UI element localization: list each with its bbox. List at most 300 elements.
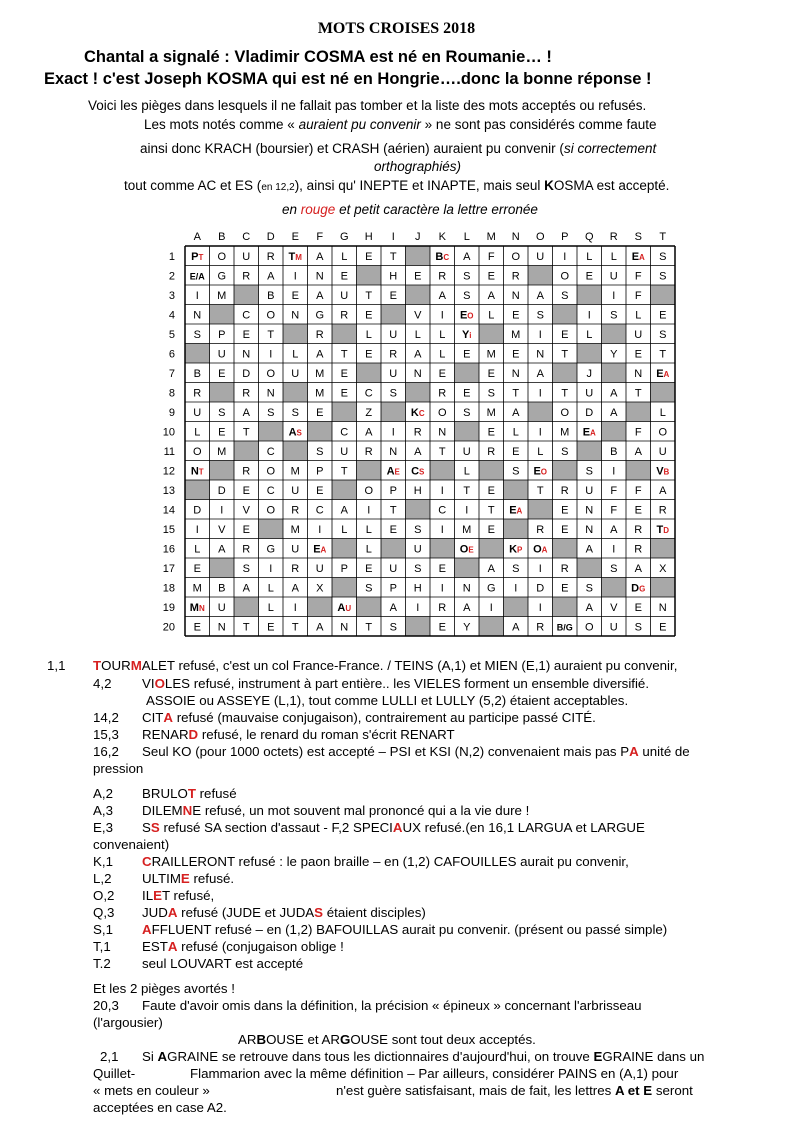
grid-cell: KP <box>509 543 523 556</box>
black-cell <box>430 461 455 481</box>
grid-cell: A <box>659 484 667 497</box>
note-20-3: Faute d'avoir omis dans la définition, la précision « épineux » concernant l'arbrisseau <box>142 998 642 1013</box>
grid-cell: A <box>316 289 324 302</box>
grid-cell: E <box>438 562 446 575</box>
note-ref-k-1: K,1 <box>93 854 113 869</box>
grid-cell: I <box>538 328 542 341</box>
black-cell <box>504 597 529 617</box>
intro-line-5-e: OSMA est accepté. <box>553 178 670 193</box>
grid-cell: EA <box>509 504 523 517</box>
note-ref-a-2: A,2 <box>93 786 113 801</box>
grid-cell: A <box>365 426 373 439</box>
black-cell <box>577 558 602 578</box>
note-ref-16-2: 16,2 <box>93 744 119 759</box>
grid-cell: A <box>389 601 397 614</box>
grid-cell: U <box>389 562 398 575</box>
grid-cell: S <box>316 445 324 458</box>
grid-cell: E <box>242 484 250 497</box>
intro-line-4: orthographiés) <box>374 159 462 174</box>
grid-cell: E <box>463 387 471 400</box>
black-cell <box>602 363 627 383</box>
grid-cell: C <box>438 504 447 517</box>
grid-cell: S <box>610 562 618 575</box>
grid-cell: S <box>561 445 569 458</box>
grid-cell: O <box>437 406 447 419</box>
grid-cell: F <box>487 250 495 263</box>
grid-cell: O <box>560 406 570 419</box>
grid-cell: E <box>389 289 397 302</box>
note-15-3: RENARD refusé, le renard du roman s'écrit RENART <box>142 727 455 742</box>
grid-cell: R <box>511 270 520 283</box>
grid-cell: L <box>292 348 299 361</box>
grid-cell: S <box>463 270 471 283</box>
col-header: K <box>438 231 446 243</box>
grid-cell: N <box>511 289 520 302</box>
black-cell <box>455 558 480 578</box>
black-cell <box>234 597 259 617</box>
grid-cell: I <box>538 562 542 575</box>
grid-cell: T <box>536 484 544 497</box>
col-header: D <box>266 231 275 243</box>
note-2-1: Si AGRAINE se retrouve dans tous les dictionnaires d'aujourd'hui, on trouve EGRAINE dans un <box>142 1049 705 1064</box>
grid-cell: L <box>414 328 421 341</box>
grid-cell: L <box>194 543 201 556</box>
black-cell <box>357 363 382 383</box>
grid-cell: E <box>365 562 373 575</box>
grid-cell: N <box>340 621 349 634</box>
grid-cell: S <box>659 250 667 263</box>
grid-cell: E <box>634 601 642 614</box>
grid-cell: S <box>659 328 667 341</box>
grid-cell: U <box>291 367 300 380</box>
grid-cell: D <box>193 504 202 517</box>
grid-cell: I <box>416 601 420 614</box>
grid-cell: E <box>438 367 446 380</box>
note-ref-14-2: 14,2 <box>93 710 119 725</box>
black-cell <box>259 519 284 539</box>
grid-cell: E <box>291 289 299 302</box>
grid-cell: S <box>512 465 520 478</box>
grid-cell: Yi <box>461 328 472 341</box>
intro-line-6-b: rouge <box>300 202 336 217</box>
col-header: T <box>659 231 667 243</box>
grid-cell: U <box>634 328 643 341</box>
grid-cell: A <box>634 445 642 458</box>
black-cell <box>332 539 357 559</box>
grid-cell: PT <box>191 250 204 263</box>
grid-cell: N <box>217 621 226 634</box>
grid-cell: O <box>266 465 276 478</box>
grid-cell: N <box>511 367 520 380</box>
black-cell <box>357 461 382 481</box>
grid-cell: H <box>389 270 398 283</box>
grid-cell: EO <box>533 465 548 478</box>
grid-cell: E <box>340 387 348 400</box>
grid-cell: B/G <box>556 622 573 633</box>
grid-cell: T <box>463 484 471 497</box>
grid-cell: KC <box>410 406 425 419</box>
grid-cell: E <box>193 621 201 634</box>
grid-cell: NT <box>190 465 204 478</box>
grid-cell: E <box>561 523 569 536</box>
grid-cell: P <box>316 465 324 478</box>
note-2-1-line3-b: n'est guère satisfaisant, mais de fait, les lettres A et E seront <box>336 1083 693 1098</box>
grid-cell: H <box>413 582 422 595</box>
intro-line-2-b: auraient pu convenir <box>298 117 421 132</box>
grid-cell: T <box>389 250 397 263</box>
grid-cell: L <box>365 523 372 536</box>
grid-cell: G <box>217 270 227 283</box>
note-ref-20-3: 20,3 <box>93 998 119 1013</box>
grid-cell: T <box>512 387 520 400</box>
row-header: 12 <box>162 465 175 478</box>
grid-cell: S <box>512 562 520 575</box>
grid-cell: I <box>318 523 322 536</box>
intro-line-3-a: ainsi donc KRACH (boursier) et CRASH (aérien) auraient pu convenir ( <box>140 141 564 156</box>
grid-cell: I <box>538 387 542 400</box>
grid-cell: A <box>610 406 618 419</box>
note-2-1-line2-a: Quillet- <box>93 1066 136 1081</box>
grid-cell: G <box>315 309 325 322</box>
grid-cell: Y <box>610 348 618 361</box>
grid-cell: E <box>242 328 250 341</box>
grid-cell: T <box>561 387 569 400</box>
grid-cell: F <box>610 504 618 517</box>
grid-cell: EA <box>313 543 327 556</box>
grid-cell: I <box>440 484 444 497</box>
col-header: C <box>242 231 251 243</box>
row-header: 4 <box>168 309 175 322</box>
grid-cell: I <box>440 523 444 536</box>
intro-line-5-d: K <box>544 178 554 193</box>
note-4-2: VIOLES refusé, instrument à part entière.. les VIELES forment un ensemble diversifié. <box>142 676 650 691</box>
black-cell <box>528 402 553 422</box>
black-cell <box>455 422 480 442</box>
black-cell <box>332 324 357 344</box>
grid-cell: I <box>440 582 444 595</box>
grid-cell: L <box>659 406 666 419</box>
grid-cell: A <box>512 621 520 634</box>
black-cell <box>234 441 259 461</box>
grid-cell: R <box>291 504 300 517</box>
grid-cell: E <box>365 348 373 361</box>
black-cell <box>455 363 480 383</box>
grid-cell: J <box>586 367 592 380</box>
black-cell <box>577 344 602 364</box>
grid-cell: E <box>512 309 520 322</box>
note-s-1: AFFLUENT refusé – en (1,2) BAFOUILLAS aurait pu convenir. (présent ou passé simple) <box>142 922 668 937</box>
col-header: P <box>561 231 569 243</box>
grid-cell: B <box>193 367 201 380</box>
grid-cell: T <box>389 504 397 517</box>
grid-cell: I <box>587 309 591 322</box>
grid-cell: AE <box>386 465 400 478</box>
grid-cell: I <box>195 523 199 536</box>
intro-line-6-a: en <box>282 202 301 217</box>
grid-cell: E <box>316 484 324 497</box>
grid-cell: E <box>438 621 446 634</box>
grid-cell: E <box>316 406 324 419</box>
note-e-3: SS refusé SA section d'assaut - F,2 SPECIAUX refusé.(en 16,1 LARGUA et LARGUE <box>142 820 645 835</box>
grid-cell: U <box>658 445 667 458</box>
black-cell <box>259 422 284 442</box>
grid-cell: T <box>242 426 250 439</box>
grid-cell: E <box>218 367 226 380</box>
grid-cell: AS <box>288 426 302 439</box>
black-cell <box>504 480 529 500</box>
black-cell <box>308 597 333 617</box>
grid-cell: A <box>585 601 593 614</box>
grid-cell: E <box>389 523 397 536</box>
grid-cell: U <box>217 348 226 361</box>
grid-cell: N <box>413 367 422 380</box>
grid-cell: E <box>561 582 569 595</box>
grid-cell: T <box>340 465 348 478</box>
grid-cell: T <box>561 348 569 361</box>
grid-cell: A <box>267 270 275 283</box>
note-e-3-cont: convenaient) <box>93 837 170 852</box>
grid-cell: X <box>659 562 667 575</box>
grid-cell: A <box>242 406 250 419</box>
black-cell <box>626 402 651 422</box>
grid-cell: F <box>634 270 642 283</box>
black-cell <box>381 402 406 422</box>
grid-cell: D <box>242 367 251 380</box>
grid-cell: N <box>193 309 202 322</box>
grid-cell: S <box>389 621 397 634</box>
grid-cell: R <box>634 543 643 556</box>
grid-cell: A <box>414 445 422 458</box>
grid-cell: P <box>389 582 397 595</box>
grid-cell: S <box>487 387 495 400</box>
black-cell <box>602 324 627 344</box>
row-header: 3 <box>168 289 175 302</box>
grid-cell: O <box>511 250 521 263</box>
grid-cell: N <box>536 348 545 361</box>
col-header: A <box>193 231 201 243</box>
row-header: 20 <box>162 621 175 634</box>
col-header: G <box>339 231 349 243</box>
grid-cell: S <box>463 289 471 302</box>
grid-cell: R <box>560 484 569 497</box>
black-cell <box>553 597 578 617</box>
grid-cell: I <box>465 504 469 517</box>
note-4-2-cont: ASSOIE ou ASSEYE (L,1), tout comme LULLI et LULLY (5,2) étaient acceptables. <box>146 693 629 708</box>
row-header: 19 <box>162 601 175 614</box>
note-16-2-cont: pression <box>93 761 144 776</box>
row-header: 16 <box>162 543 175 556</box>
grid-cell: A <box>414 348 422 361</box>
grid-cell: A <box>316 250 324 263</box>
grid-cell: O <box>266 309 276 322</box>
note-20-3-accepted: ARBOUSE et ARGOUSE sont tout deux acceptés. <box>238 1032 536 1047</box>
grid-cell: U <box>193 406 202 419</box>
grid-cell: V <box>242 504 250 517</box>
grid-cell: A <box>634 562 642 575</box>
note-20-3-cont: (l'argousier) <box>93 1015 163 1030</box>
grid-cell: O <box>560 270 570 283</box>
grid-cell: EA <box>582 426 596 439</box>
grid-cell: E <box>218 426 226 439</box>
intro-line-6-c: et petit caractère la lettre erronée <box>335 202 538 217</box>
black-cell <box>479 617 504 637</box>
grid-cell: H <box>413 484 422 497</box>
grid-cell: O <box>658 426 668 439</box>
black-cell <box>651 383 676 403</box>
grid-cell: EO <box>459 309 474 322</box>
note-ref-l-2: L,2 <box>93 871 112 886</box>
black-cell <box>332 578 357 598</box>
grid-cell: U <box>340 289 349 302</box>
note-ref-o-2: O,2 <box>93 888 115 903</box>
grid-cell: L <box>537 445 544 458</box>
grid-cell: R <box>658 504 667 517</box>
col-header: L <box>463 231 470 243</box>
grid-cell: T <box>291 621 299 634</box>
grid-cell: T <box>365 289 373 302</box>
grid-cell: U <box>291 543 300 556</box>
row-header: 1 <box>168 250 175 263</box>
grid-cell: O <box>266 504 276 517</box>
row-header: 14 <box>162 504 175 517</box>
grid-cell: L <box>267 601 274 614</box>
grid-cell: R <box>536 523 545 536</box>
black-cell <box>479 324 504 344</box>
black-cell <box>406 500 431 520</box>
grid-cell: I <box>612 289 616 302</box>
grid-cell: EA <box>656 367 670 380</box>
grid-cell: A <box>438 289 446 302</box>
note-14-2: CITA refusé (mauvaise conjugaison), contrairement au participe passé CITÉ. <box>142 710 596 725</box>
grid-cell: I <box>367 504 371 517</box>
black-cell <box>553 305 578 325</box>
note-a-3: DILEMNE refusé, un mot souvent mal prononcé qui a la vie dure ! <box>142 803 530 818</box>
note-ref-s-1: S,1 <box>93 922 113 937</box>
black-cell <box>357 266 382 286</box>
note-16-2: Seul KO (pour 1000 octets) est accepté – PSI et KSI (N,2) convenaient mais pas PA unité de <box>142 744 690 759</box>
grid-cell: L <box>365 328 372 341</box>
row-header: 7 <box>168 367 175 380</box>
grid-cell: S <box>389 387 397 400</box>
grid-cell: E <box>340 367 348 380</box>
grid-cell: TM <box>288 250 302 263</box>
row-header: 17 <box>162 562 175 575</box>
black-cell <box>234 285 259 305</box>
grid-cell: I <box>489 601 493 614</box>
note-ref-e-3: E,3 <box>93 820 113 835</box>
grid-cell: M <box>290 523 300 536</box>
grid-cell: T <box>365 621 373 634</box>
grid-cell: A <box>487 562 495 575</box>
note-2-1-line4: acceptées en case A2. <box>93 1100 227 1115</box>
black-cell <box>430 539 455 559</box>
grid-cell: S <box>561 289 569 302</box>
black-cell <box>577 285 602 305</box>
grid-cell: BC <box>435 250 450 263</box>
grid-cell: Z <box>365 406 373 419</box>
black-cell <box>283 324 308 344</box>
grid-cell: TD <box>656 523 670 536</box>
black-cell <box>602 422 627 442</box>
grid-cell: R <box>315 328 324 341</box>
grid-cell: O <box>364 484 374 497</box>
intro-line-5-c: ), ainsi qu' INEPTE et INAPTE, mais seul <box>294 178 545 193</box>
pieges-avortes-heading: Et les 2 pièges avortés ! <box>93 981 235 996</box>
grid-cell: D <box>217 484 226 497</box>
grid-cell: C <box>340 426 349 439</box>
note-ref-t-1: T,1 <box>93 939 111 954</box>
col-header: N <box>511 231 520 243</box>
grid-cell: I <box>195 289 199 302</box>
grid-cell: L <box>586 250 593 263</box>
grid-cell: U <box>536 250 545 263</box>
grid-cell: E <box>512 348 520 361</box>
intro-line-5-b: en 12,2 <box>261 182 295 193</box>
note-ref-1-1: 1,1 <box>47 658 66 673</box>
grid-cell: T <box>487 504 495 517</box>
grid-cell: S <box>267 406 275 419</box>
grid-cell: E <box>463 348 471 361</box>
grid-cell: S <box>659 270 667 283</box>
grid-cell: L <box>439 328 446 341</box>
grid-cell: P <box>389 484 397 497</box>
black-cell <box>553 539 578 559</box>
grid-cell: S <box>585 465 593 478</box>
grid-cell: L <box>586 328 593 341</box>
grid-cell: I <box>538 601 542 614</box>
grid-cell: S <box>610 309 618 322</box>
grid-cell: U <box>242 250 251 263</box>
grid-cell: Y <box>463 621 471 634</box>
grid-cell: T <box>438 445 446 458</box>
col-header: H <box>364 231 373 243</box>
grid-cell: E <box>487 484 495 497</box>
grid-cell: CS <box>411 465 425 478</box>
grid-cell: I <box>612 465 616 478</box>
grid-cell: C <box>266 445 275 458</box>
grid-cell: R <box>389 348 398 361</box>
grid-cell: R <box>242 270 251 283</box>
grid-cell: M <box>290 465 300 478</box>
grid-cell: R <box>291 562 300 575</box>
grid-cell: V <box>610 601 618 614</box>
grid-cell: R <box>242 543 251 556</box>
grid-cell: S <box>536 309 544 322</box>
note-2-1-line2-b: Flammarion avec la même définition – Par ailleurs, considérer PAINS en (A,1) pour <box>190 1066 679 1081</box>
col-header: M <box>486 231 496 243</box>
black-cell <box>577 441 602 461</box>
row-header: 5 <box>168 328 175 341</box>
grid-cell: I <box>293 601 297 614</box>
grid-cell: N <box>585 504 594 517</box>
page-title: MOTS CROISES 2018 <box>317 20 476 37</box>
headline-2: Exact ! c'est Joseph KOSMA qui est né en Hongrie….donc la bonne réponse ! <box>44 70 652 88</box>
grid-cell: R <box>438 270 447 283</box>
grid-cell: O <box>217 250 227 263</box>
grid-cell: A <box>291 582 299 595</box>
grid-cell: S <box>463 406 471 419</box>
grid-cell: N <box>585 523 594 536</box>
grid-cell: U <box>291 484 300 497</box>
grid-cell: N <box>658 601 667 614</box>
grid-cell: U <box>609 621 618 634</box>
grid-cell: V <box>414 309 422 322</box>
grid-cell: D <box>536 582 545 595</box>
note-ref-4-2: 4,2 <box>93 676 112 691</box>
black-cell <box>528 500 553 520</box>
grid-cell: U <box>340 445 349 458</box>
row-header: 6 <box>168 348 175 361</box>
